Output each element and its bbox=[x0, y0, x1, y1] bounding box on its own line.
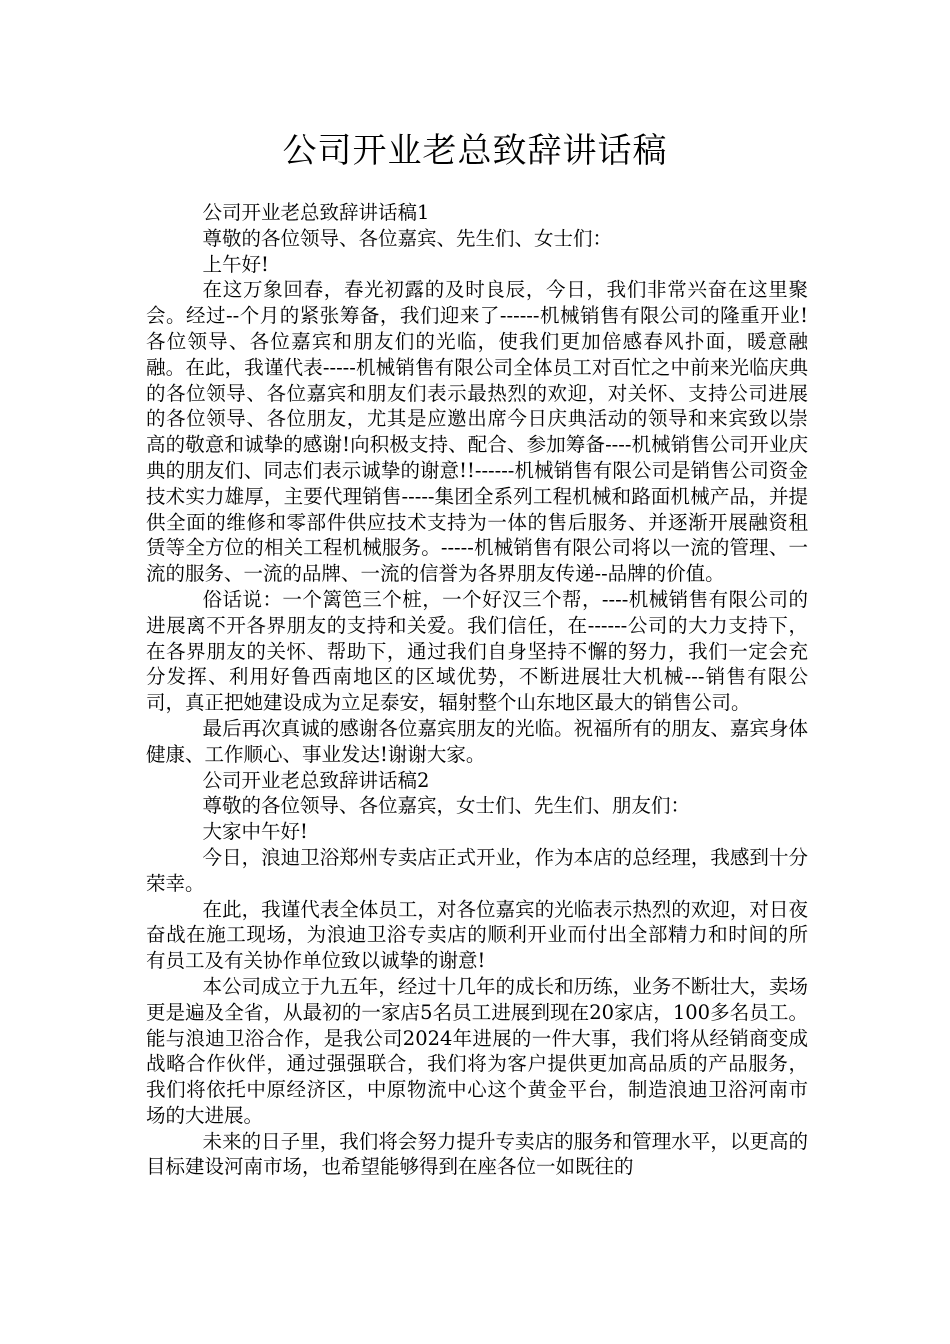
document-title: 公司开业老总致辞讲话稿 bbox=[282, 131, 668, 171]
body-paragraph: 俗话说：一个篱笆三个桩，一个好汉三个帮，----机械销售有限公司的进展离不开各界朋友的支持和关爱。我们信任，在------公司的大力支持下，在各界朋友的关怀、帮助下，通过我们自身坚持不懈的努力，我们一定会充分发挥、利用好鲁西南地区的区域优势，不断进展壮大机械---销售有限公司，真正把她建设成为立足泰安，辐射整个山东地区最大的销售公司。 bbox=[146, 587, 808, 715]
section-heading-2: 公司开业老总致辞讲话稿2 bbox=[202, 768, 430, 792]
body-paragraph: 最后再次真诚的感谢各位嘉宾朋友的光临。祝福所有的朋友、嘉宾身体健康、工作顺心、事业发达!谢谢大家。 bbox=[146, 716, 808, 766]
body-paragraph: 在这万象回春，春光初露的及时良辰，今日，我们非常兴奋在这里聚会。经过--个月的紧张筹备，我们迎来了------机械销售有限公司的隆重开业!各位领导、各位嘉宾和朋友们的光临，使我们更加倍感春风扑面，暖意融融。在此，我谨代表-----机械销售有限公司全体员工对百忙之中前来光临庆典的各位领导、各位嘉宾和朋友们表示最热烈的欢迎，对关怀、支持公司进展的各位领导、各位朋友，尤其是应邀出席今日庆典活动的领导和来宾致以崇高的敬意和诚挚的感谢!向积极支持、配合、参加筹备----机械销售公司开业庆典的朋友们、同志们表示诚挚的谢意!!------机械销售有限公司是销售公司资金技术实力雄厚，主要代理销售-----集团全系列工程机械和路面机械产品，并提供全面的维修和零部件供应技术支持为一体的售后服务、并逐渐开展融资租赁等全方位的相关工程机械服务。-----机械销售有限公司将以一流的管理、一流的服务、一流的品牌、一流的信誉为各界朋友传递--品牌的价值。 bbox=[146, 278, 808, 586]
body-paragraph: 今日，浪迪卫浴郑州专卖店正式开业，作为本店的总经理，我感到十分荣幸。 bbox=[146, 845, 808, 895]
greeting-2: 大家中午好! bbox=[202, 820, 308, 844]
body-paragraph: 本公司成立于九五年，经过十几年的成长和历练，业务不断壮大，卖场更是遍及全省，从最初的一家店5名员工进展到现在20家店，100多名员工。能与浪迪卫浴合作，是我公司2024年进展的一件大事，我们将从经销商变成战略合作伙伴，通过强强联合，我们将为客户提供更加高品质的产品服务，我们将依托中原经济区，中原物流中心这个黄金平台，制造浪迪卫浴河南市场的大进展。 bbox=[146, 974, 808, 1127]
salutation-2: 尊敬的各位领导、各位嘉宾，女士们、先生们、朋友们： bbox=[202, 794, 691, 818]
section-heading-1: 公司开业老总致辞讲话稿1 bbox=[202, 201, 430, 224]
body-paragraph: 在此，我谨代表全体员工，对各位嘉宾的光临表示热烈的欢迎，对日夜奋战在施工现场，为浪迪卫浴专卖店的顺利开业而付出全部精力和时间的所有员工及有关协作单位致以诚挚的谢意! bbox=[146, 897, 808, 973]
body-paragraph: 未来的日子里，我们将会努力提升专卖店的服务和管理水平，以更高的目标建设河南市场，也希望能够得到在座各位一如既往的 bbox=[146, 1129, 808, 1179]
salutation-1: 尊敬的各位领导、各位嘉宾、先生们、女士们： bbox=[202, 226, 613, 250]
greeting-1: 上午好! bbox=[202, 252, 269, 276]
document-body bbox=[146, 200, 808, 1180]
